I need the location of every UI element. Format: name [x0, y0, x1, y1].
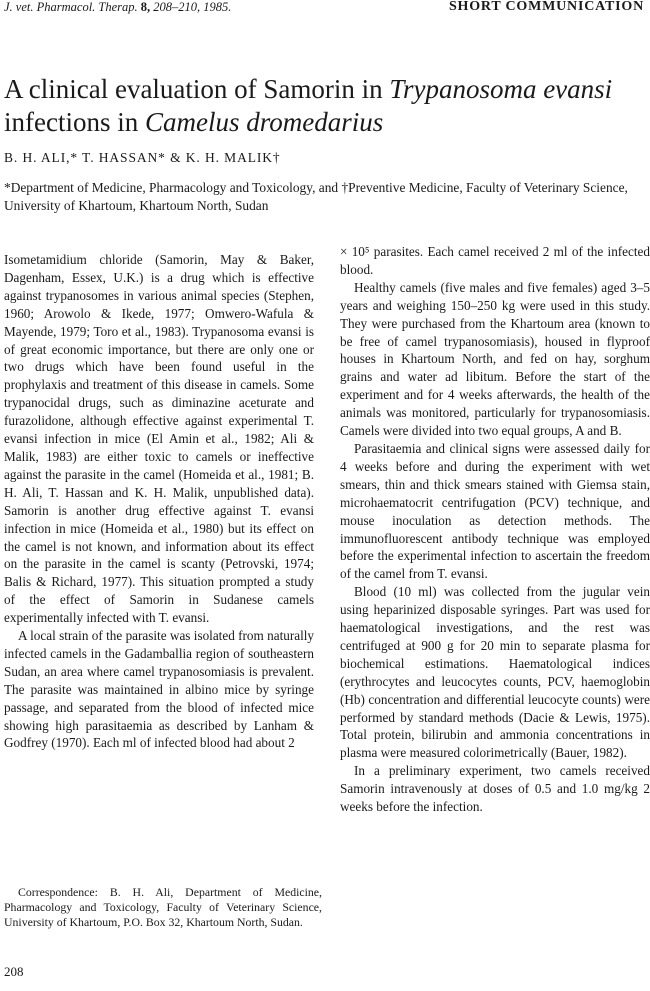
journal-citation: J. vet. Pharmacol. Therap. 8, 208–210, 1985.	[4, 0, 232, 14]
article-title: A clinical evaluation of Samorin in Trypanosoma evansi infections in Camelus dromedarius	[4, 74, 613, 137]
affiliation: *Department of Medicine, Pharmacology and Toxicology, and †Preventive Medicine, Faculty of Veterinary Science, University of Khartoum, Khartoum North, Sudan	[4, 180, 628, 213]
body-paragraph: Parasitaemia and clinical signs were assessed daily for 4 weeks before and during the experiment with wet smears, thin and thick smears stained with Giemsa stain, microhaematocrit centrifugation (PCV) technique, and mouse inoculation as detection methods. The immunofluorescent antibody technique was employed before the experimental infection to ascertain the freedom of the camel from T. evansi.	[340, 440, 650, 582]
journal-pages-year: 208–210, 1985.	[153, 0, 232, 14]
body-paragraph: A local strain of the parasite was isolated from naturally infected camels in the Gadamballia region of southeastern Sudan, an area where camel trypanosomiasis is prevalent. The parasite was maintained in albino mice by syringe passage, and separated from the blood of infected mice showing high parasitaemia as described by Lanham & Godfrey (1970). Each ml of infected blood had about 2	[4, 628, 314, 751]
body-paragraph: × 10⁵ parasites. Each camel received 2 ml of the infected blood.	[340, 244, 650, 277]
body-paragraph: Blood (10 ml) was collected from the jugular vein using heparinized disposable syringes. Part was used for haematological investigations, and the rest was centrifuged at 900 g for 20 min to separate plasma for biochemical estimations. Haematological indices (erythrocytes and leucocytes counts, PCV, haemoglobin (Hb) concentration and differential leucocyte counts) were performed by standard methods (Dacie & Lewis, 1975). Total protein, bilirubin and ammonia concentrations in plasma were measured colorimetrically (Bauer, 1982).	[340, 584, 650, 761]
left-column	[4, 251, 314, 752]
body-paragraph: Isometamidium chloride (Samorin, May & Baker, Dagenham, Essex, U.K.) is a drug which is effective against trypanosomes in various animal species (Stephen, 1960; Arowolo & Ikede, 1977; Omwero-Wafula & Mayende, 1979; Toro et al., 1983). Trypanosoma evansi is of great economic importance, but there are only one or two drugs which have been found useful in the prophylaxis and treatment of this disease in camels. Some trypanocidal drugs, such as diminazine aceturate and furazolidone, although effective against experimental T. evansi infection in mice (El Amin et al., 1982; Ali & Malik, 1983) are either toxic to camels or ineffective against the parasite in the camel (Homeida et al., 1981; B. H. Ali, T. Hassan and K. H. Malik, unpublished data). Samorin is another drug effective against T. evansi infection in mice (Homeida et al., 1980) but its effect on the camel is not known, and information about its effect on the parasite in the camel is scanty (Petrovski, 1974; Balis & Richard, 1977). This situation prompted a study of the effect of Samorin in Sudanese camels experimentally infected with T. evansi.	[4, 252, 314, 626]
journal-volume: 8,	[140, 0, 151, 14]
authors: B. H. ALI,* T. HASSAN* & K. H. MALIK†	[4, 150, 281, 165]
right-column	[340, 243, 650, 816]
correspondence-footnote: Correspondence: B. H. Ali, Department of Medicine, Pharmacology and Toxicology, Faculty of Veterinary Science, University of Khartoum, P.O. Box 32, Khartoum North, Sudan.	[4, 885, 322, 930]
body-paragraph: In a preliminary experiment, two camels received Samorin intravenously at doses of 0.5 and 1.0 mg/kg 2 weeks before the infection.	[340, 763, 650, 815]
body-paragraph: Healthy camels (five males and five females) aged 3–5 years and weighing 150–250 kg were used in this study. They were purchased from the Khartoum area (known to be free of camel trypanosomiasis), housed in flyproof houses in Khartoum North, and fed on hay, sorghum grains and water ad libitum. Before the start of the experiment and for 4 weeks afterwards, the health of the animals was monitored, particularly for trypanosomiasis. Camels were divided into two equal groups, A and B.	[340, 279, 650, 439]
page-number: 208	[4, 964, 24, 979]
section-label: SHORT COMMUNICATION	[448, 0, 644, 14]
